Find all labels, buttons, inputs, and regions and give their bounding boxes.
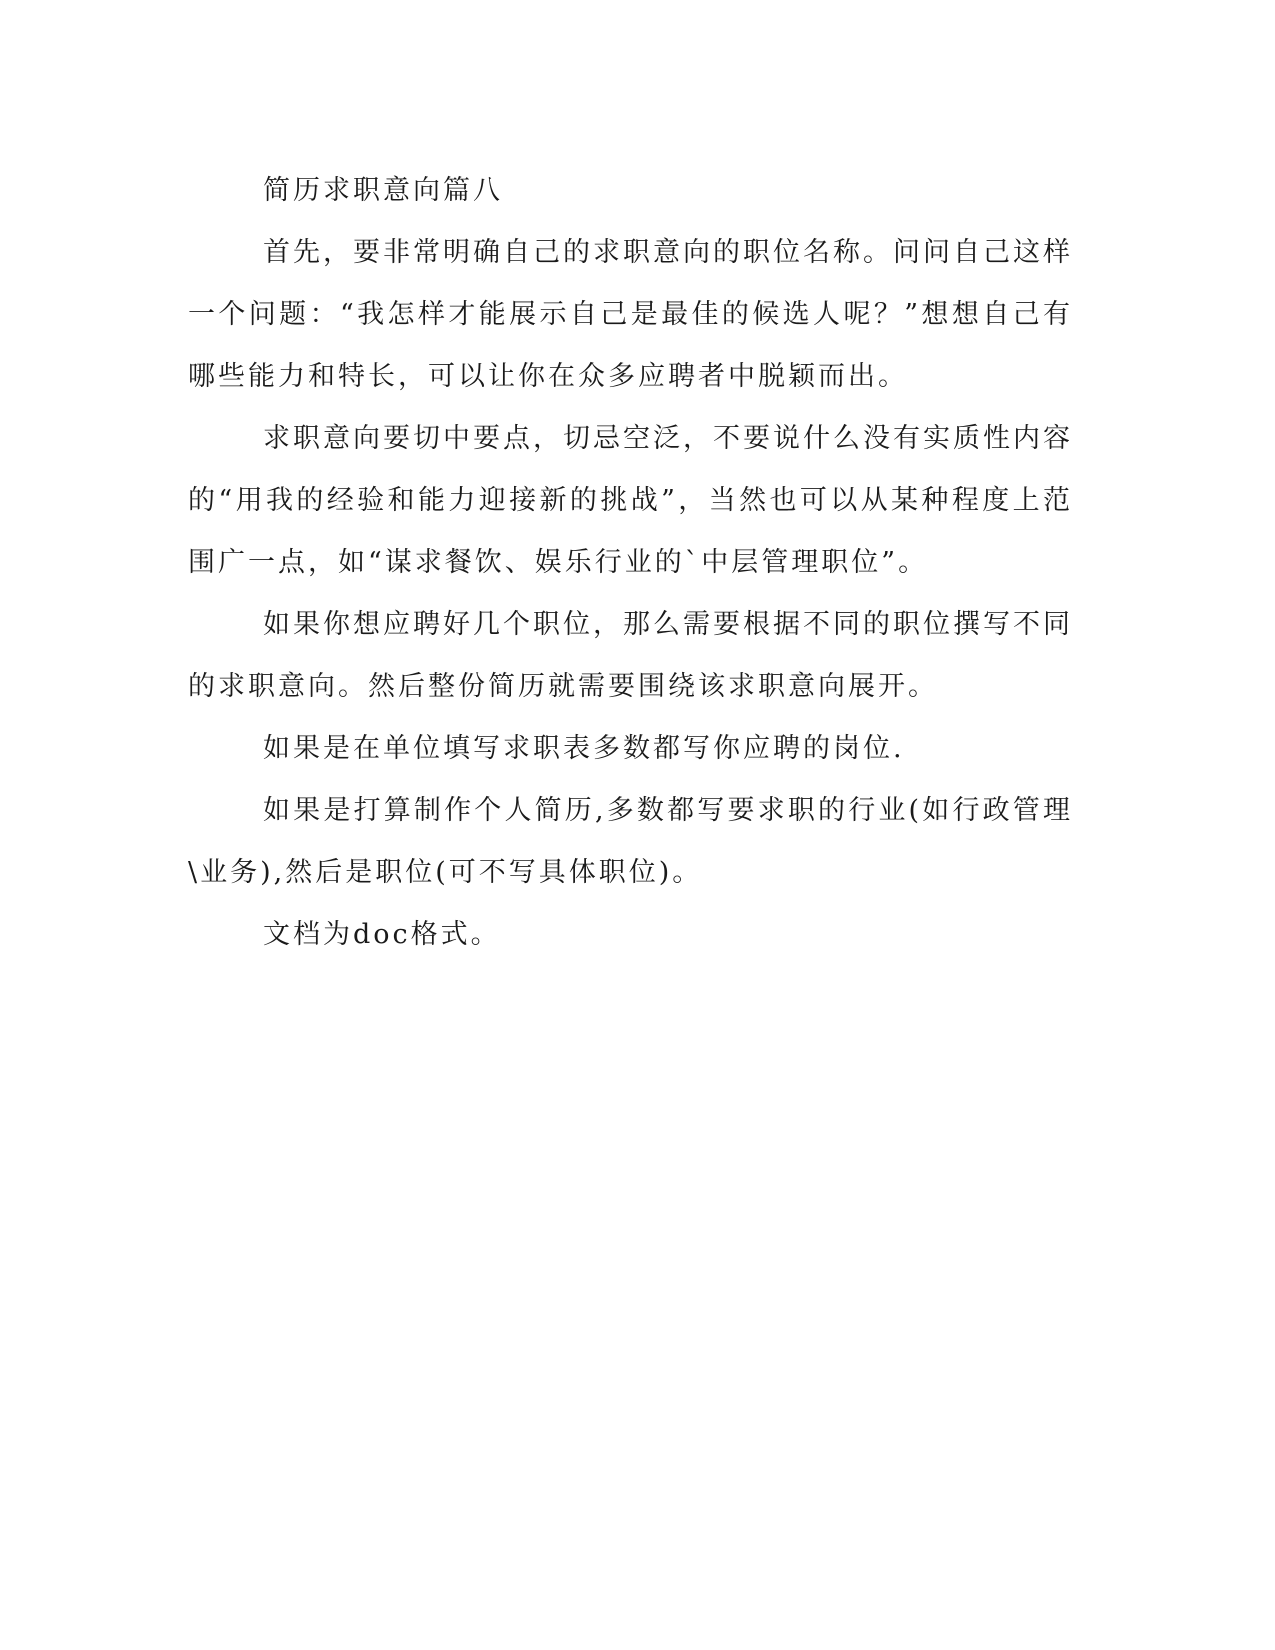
- paragraph: 如果是在单位填写求职表多数都写你应聘的岗位.: [263, 733, 905, 764]
- paragraph: 如果你想应聘好几个职位，那么需要根据不同的职位撰写不同的求职意向。然后整份简历就需要围绕该求职意向展开。: [188, 609, 1073, 702]
- paragraph: 求职意向要切中要点，切忌空泛，不要说什么没有实质性内容的“用我的经验和能力迎接新的挑战”，当然也可以从某种程度上范围广一点，如“谋求餐饮、娱乐行业的`中层管理职位”。: [188, 423, 1073, 578]
- document-title: 简历求职意向篇八: [263, 175, 503, 206]
- paragraph: 如果是打算制作个人简历,多数都写要求职的行业(如行政管理\业务),然后是职位(可不写具体职位)。: [188, 795, 1073, 888]
- document-body: [188, 160, 1073, 966]
- paragraph: 首先，要非常明确自己的求职意向的职位名称。问问自己这样一个问题：“我怎样才能展示自己是最佳的候选人呢？”想想自己有哪些能力和特长，可以让你在众多应聘者中脱颖而出。: [188, 237, 1073, 392]
- paragraph: 文档为doc格式。: [263, 919, 501, 950]
